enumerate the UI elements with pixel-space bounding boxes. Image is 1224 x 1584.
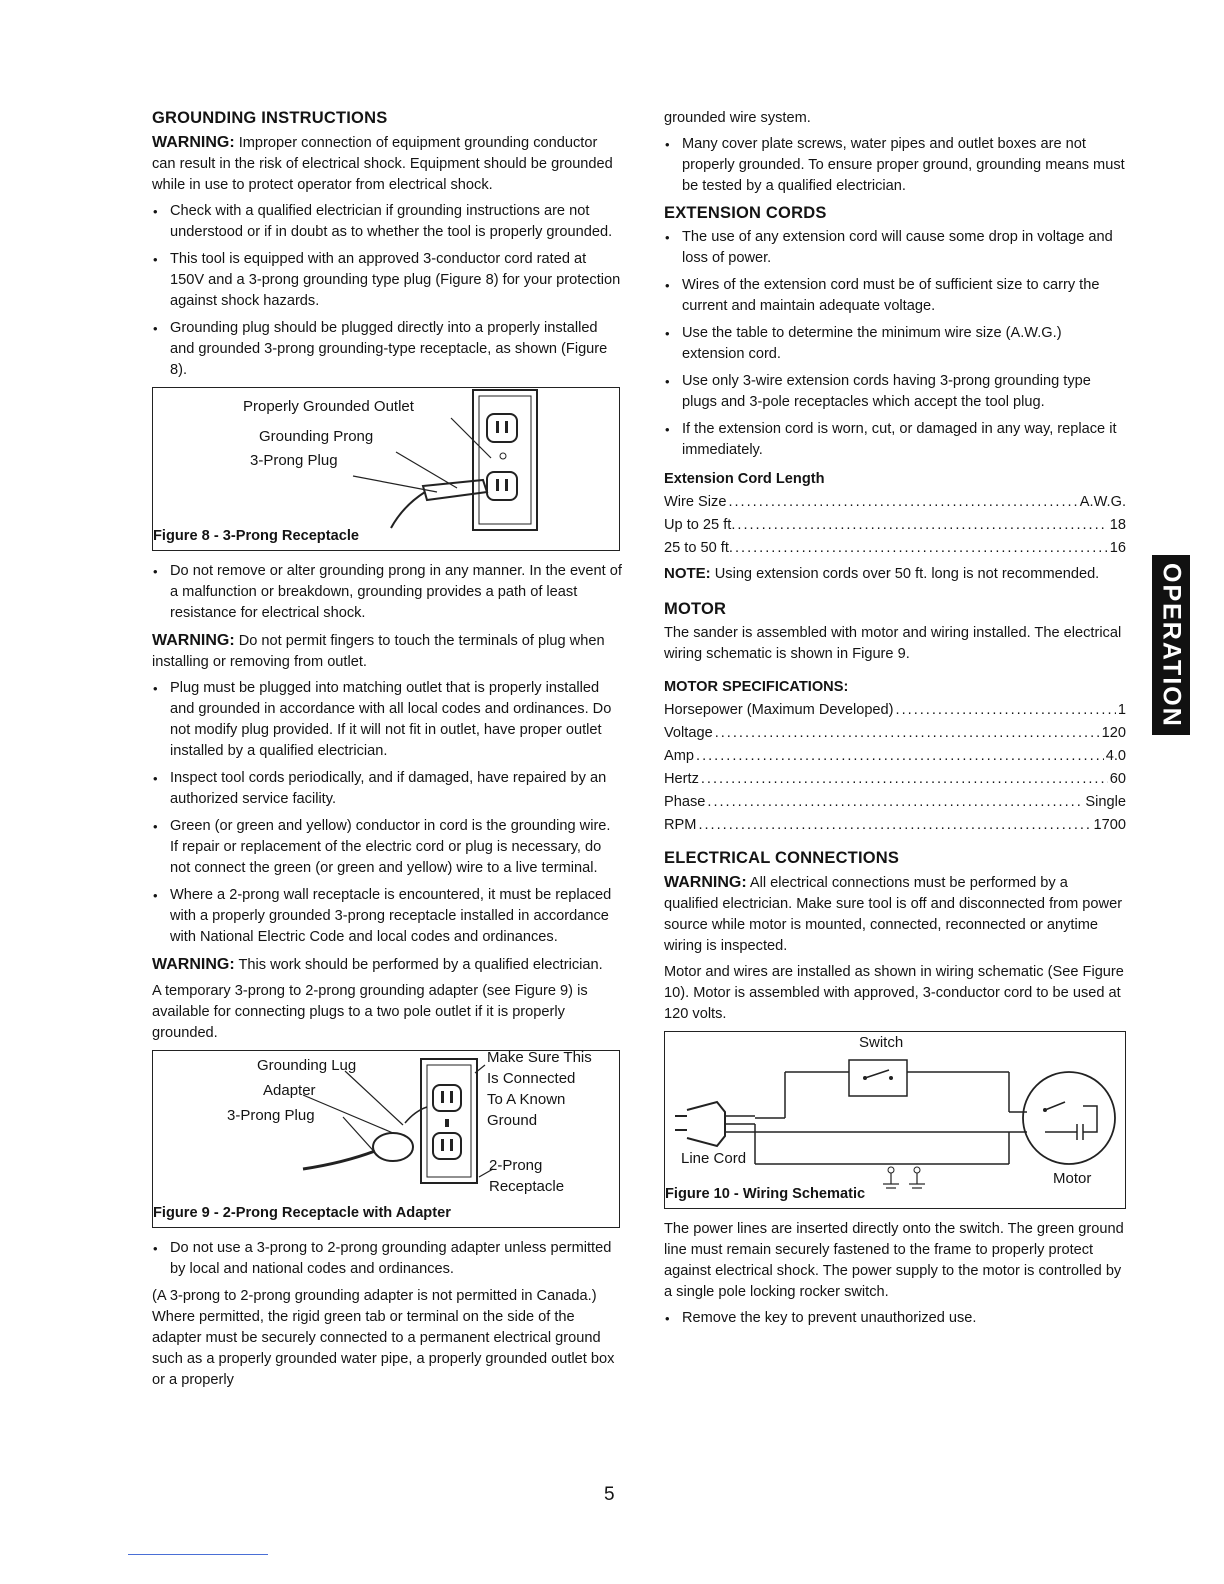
table-row: Amp ..... 4.0 bbox=[664, 746, 1126, 769]
motor-spec-table bbox=[664, 700, 1126, 838]
bullets-ext bbox=[664, 227, 1126, 461]
bullets-right-b bbox=[664, 1308, 1126, 1329]
list-item: • Do not remove or alter grounding prong in any manner. In the event of a malfunction or breakdown, grounding provides a path of least resistance for electrical shock. bbox=[152, 561, 622, 624]
table-row: Voltage ..... 120 bbox=[664, 723, 1126, 746]
bullets-b bbox=[152, 561, 622, 624]
table-row: 25 to 50 ft. ..... 16 bbox=[664, 538, 1126, 561]
list-item: • Remove the key to prevent unauthorized use. bbox=[664, 1308, 1126, 1329]
table-row: Hertz ..... 60 bbox=[664, 769, 1126, 792]
list-item: • Where a 2-prong wall receptacle is encountered, it must be replaced with a properly grounded 3-prong receptacle installed in accordance with National Electric Code and local codes and ordinances. bbox=[152, 885, 622, 948]
list-item: • The use of any extension cord will cause some drop in voltage and loss of power. bbox=[664, 227, 1126, 269]
figure9-label-make-sure-2: Is Connected bbox=[487, 1070, 576, 1087]
list-item: • Many cover plate screws, water pipes and outlet boxes are not properly grounded. To ensure proper ground, grounding means must be tested by a qualified electrician. bbox=[664, 134, 1126, 197]
ext-table-heading: Extension Cord Length bbox=[664, 471, 825, 487]
figure10-label-line-cord: Line Cord bbox=[681, 1150, 747, 1167]
extension-heading: EXTENSION CORDS bbox=[664, 204, 827, 222]
figure8-label-prong: Grounding Prong bbox=[259, 428, 374, 445]
list-item: • Check with a qualified electrician if grounding instructions are not understood or if in doubt as to whether the tool is properly grounded. bbox=[152, 201, 622, 243]
motor-wires-paragraph: Motor and wires are installed as shown in wiring schematic (See Figure 10). Motor is assembled with approved, 3-conductor cord to be used at 120 volts. bbox=[664, 964, 1124, 1022]
warning-1: WARNING: Improper connection of equipment grounding conductor can result in the risk of electrical shock. Equipment should be grounded while in use to protect operator from electrical shock. bbox=[152, 134, 613, 193]
list-item: • Use the table to determine the minimum wire size (A.W.G.) extension cord. bbox=[664, 323, 1126, 365]
left-column bbox=[152, 108, 622, 1396]
figure9-label-make-sure-1: Make Sure This bbox=[487, 1049, 592, 1066]
list-item: • Plug must be plugged into matching outlet that is properly installed and grounded in accordance with all local codes and ordinances. Do not modify plug provided. If it will not fit in outlet, have proper outlet installed by a qualified electrician. bbox=[152, 678, 622, 762]
table-row: Phase ..... Single bbox=[664, 792, 1126, 815]
figure10-label-switch: Switch bbox=[859, 1034, 904, 1051]
list-item: • Do not use a 3-prong to 2-prong grounding adapter unless permitted by local and national codes and ordinances. bbox=[152, 1238, 622, 1280]
page-number: 5 bbox=[604, 1484, 615, 1505]
figure-10 bbox=[664, 1031, 1126, 1209]
motor-heading: MOTOR bbox=[664, 600, 727, 618]
right-column bbox=[664, 108, 1126, 1335]
electrical-warning: WARNING: All electrical connections must be performed by a qualified electrician. Make sure tool is off and disconnected from power source while motor is mounted, connected, reconnected or anytime wiring is inspected. bbox=[664, 874, 1123, 954]
figure8-label-outlet: Properly Grounded Outlet bbox=[243, 398, 414, 415]
divider bbox=[128, 1554, 268, 1555]
figure-8 bbox=[152, 387, 620, 551]
bullets-d bbox=[152, 1238, 622, 1280]
canada-paragraph: (A 3-prong to 2-prong grounding adapter is not permitted in Canada.) Where permitted, the rigid green tab or terminal on the side of the adapter must be securely connected to a permanent electrical ground such as a properly grounded water pipe, a properly grounded outlet box or a properly bbox=[152, 1288, 615, 1388]
figure8-label-plug: 3-Prong Plug bbox=[250, 452, 338, 469]
figure8-caption: Figure 8 - 3-Prong Receptacle bbox=[153, 528, 359, 544]
list-item: • Grounding plug should be plugged directly into a properly installed and grounded 3-prong grounding-type receptacle, as shown (Figure 8). bbox=[152, 318, 622, 381]
list-item: • If the extension cord is worn, cut, or damaged in any way, replace it immediately. bbox=[664, 419, 1126, 461]
bullets-right-a bbox=[664, 134, 1126, 197]
section-tab: OPERATION bbox=[1152, 555, 1190, 735]
bullets-c bbox=[152, 678, 622, 948]
continued-text: grounded wire system. bbox=[664, 110, 811, 126]
figure9-caption: Figure 9 - 2-Prong Receptacle with Adapter bbox=[153, 1205, 451, 1221]
ext-table bbox=[664, 492, 1126, 561]
figure9-label-make-sure-4: Ground bbox=[487, 1112, 538, 1129]
table-row: Wire Size ..... A.W.G. bbox=[664, 492, 1126, 515]
table-row: RPM ..... 1700 bbox=[664, 815, 1126, 838]
figure10-label-motor: Motor bbox=[1053, 1170, 1092, 1187]
list-item: • Wires of the extension cord must be of sufficient size to carry the current and maintain adequate voltage. bbox=[664, 275, 1126, 317]
figure10-caption: Figure 10 - Wiring Schematic bbox=[665, 1186, 866, 1202]
grounding-heading: GROUNDING INSTRUCTIONS bbox=[152, 109, 388, 127]
motor-paragraph: The sander is assembled with motor and wiring installed. The electrical wiring schematic is shown in Figure 9. bbox=[664, 625, 1122, 662]
adapter-paragraph: A temporary 3-prong to 2-prong grounding adapter (see Figure 9) is available for connecting plugs to a two pole outlet if it is properly grounded. bbox=[152, 983, 588, 1041]
figure9-label-plug: 3-Prong Plug bbox=[227, 1107, 315, 1124]
warning-3: WARNING: This work should be performed by a qualified electrician. bbox=[152, 956, 603, 973]
figure9-label-receptacle-2: Receptacle bbox=[489, 1178, 565, 1195]
power-paragraph: The power lines are inserted directly onto the switch. The green ground line must remain securely fastened to the frame to properly protect against electrical shock. The power supply to the motor is controlled by a single pole locking rocker switch. bbox=[664, 1221, 1124, 1300]
list-item: • This tool is equipped with an approved 3-conductor cord rated at 150V and a 3-prong grounding type plug (Figure 8) for your protection against shock hazards. bbox=[152, 249, 622, 312]
table-row: Horsepower (Maximum Developed) ..... 1 bbox=[664, 700, 1126, 723]
note: NOTE: Using extension cords over 50 ft. long is not recommended. bbox=[664, 565, 1100, 582]
list-item: • Inspect tool cords periodically, and if damaged, have repaired by an authorized service facility. bbox=[152, 768, 622, 810]
figure9-label-lug: Grounding Lug bbox=[257, 1057, 357, 1074]
electrical-heading: ELECTRICAL CONNECTIONS bbox=[664, 849, 900, 867]
list-item: • Use only 3-wire extension cords having 3-prong grounding type plugs and 3-pole receptacles which accept the tool plug. bbox=[664, 371, 1126, 413]
figure-9 bbox=[152, 1050, 620, 1228]
motor-spec-heading: MOTOR SPECIFICATIONS: bbox=[664, 679, 849, 695]
figure9-label-adapter: Adapter bbox=[263, 1082, 316, 1099]
figure9-label-receptacle-1: 2-Prong bbox=[489, 1157, 543, 1174]
bullets-a bbox=[152, 201, 622, 381]
warning-2: WARNING: Do not permit fingers to touch the terminals of plug when installing or removing from outlet. bbox=[152, 632, 605, 670]
list-item: • Green (or green and yellow) conductor in cord is the grounding wire. If repair or replacement of the electric cord or plug is necessary, do not connect the green (or green and yellow) wire to a live terminal. bbox=[152, 816, 622, 879]
table-row: Up to 25 ft. ..... 18 bbox=[664, 515, 1126, 538]
figure9-label-make-sure-3: To A Known bbox=[487, 1091, 566, 1108]
